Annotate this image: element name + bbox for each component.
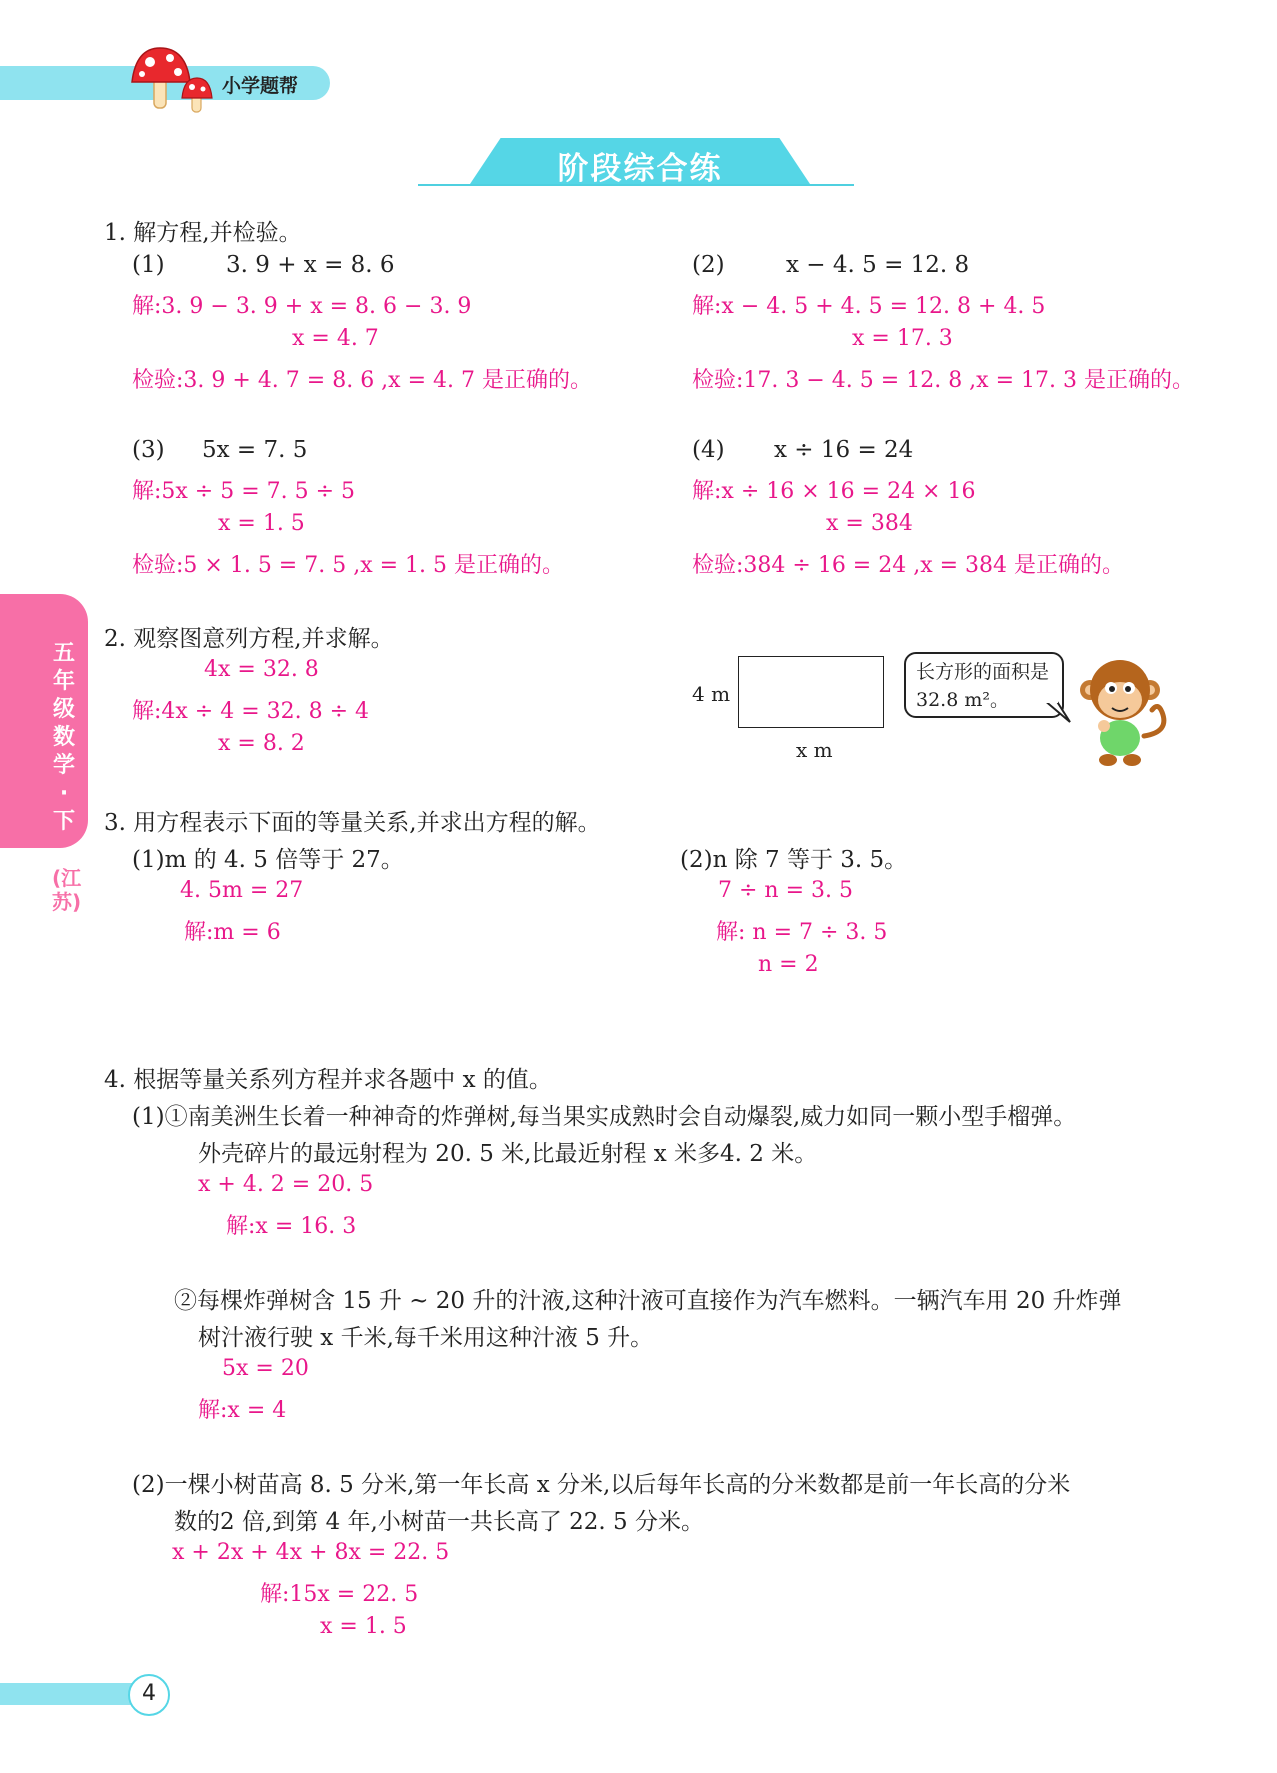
q3-solve: 解: n = 7 ÷ 3. 5 bbox=[716, 920, 888, 945]
q4-text: ②每棵炸弹树含 15 升 ~ 20 升的汁液,这种汁液可直接作为汽车燃料。一辆汽车用 20 升炸弹 bbox=[174, 1288, 1122, 1314]
q4-text: (2)一棵小树苗高 8. 5 分米,第一年长高 x 分米,以后每年长高的分米数都是前一年长高的分米 bbox=[132, 1472, 1071, 1498]
mushroom-icon bbox=[128, 44, 228, 116]
side-tab-grade: 五年级数学·下 bbox=[52, 641, 75, 834]
q1-check: 检验:3. 9 + 4. 7 = 8. 6 ,x = 4. 7 是正确的。 bbox=[132, 368, 592, 393]
q1-check: 检验:384 ÷ 16 = 24 ,x = 384 是正确的。 bbox=[692, 553, 1125, 578]
q4-text: (1)①南美洲生长着一种神奇的炸弹树,每当果实成熟时会自动爆裂,威力如同一颗小型手榴弹。 bbox=[132, 1104, 1077, 1130]
q3-equation: 4. 5m = 27 bbox=[180, 878, 304, 903]
q1-part-label: (4) bbox=[692, 437, 725, 463]
q4-text: 数的2 倍,到第 4 年,小树苗一共长高了 22. 5 分米。 bbox=[174, 1509, 704, 1535]
q3-prompt: (1)m 的 4. 5 倍等于 27。 bbox=[132, 847, 404, 873]
q4-equation: x + 4. 2 = 20. 5 bbox=[198, 1172, 374, 1197]
q1-equation: 3. 9 + x = 8. 6 bbox=[226, 252, 395, 278]
q3-solve: 解:m = 6 bbox=[184, 920, 281, 945]
q4-equation: x + 2x + 4x + 8x = 22. 5 bbox=[172, 1540, 450, 1565]
q1-solve: 解:5x ÷ 5 = 7. 5 ÷ 5 bbox=[132, 479, 356, 504]
q1-result: x = 1. 5 bbox=[218, 511, 305, 536]
section-title: 阶段综合练 bbox=[557, 151, 723, 187]
q1-solve: 解:3. 9 − 3. 9 + x = 8. 6 − 3. 9 bbox=[132, 294, 472, 319]
q1-check: 检验:17. 3 − 4. 5 = 12. 8 ,x = 17. 3 是正确的。 bbox=[692, 368, 1194, 393]
q1-part-label: (1) bbox=[132, 252, 165, 278]
q1-part-label: (2) bbox=[692, 252, 725, 278]
q4-text: 外壳碎片的最远射程为 20. 5 米,比最近射程 x 米多4. 2 米。 bbox=[198, 1141, 818, 1167]
rectangle-figure bbox=[738, 656, 884, 728]
q3-equation: 7 ÷ n = 3. 5 bbox=[718, 878, 853, 903]
q1-result: x = 17. 3 bbox=[852, 326, 953, 351]
rectangle-width-label: x m bbox=[796, 738, 833, 762]
q2-equation: 4x = 32. 8 bbox=[204, 657, 319, 682]
rectangle-height-label: 4 m bbox=[692, 682, 731, 706]
q3-result: n = 2 bbox=[758, 952, 819, 977]
q4-result: x = 1. 5 bbox=[320, 1614, 407, 1639]
q4-text: 树汁液行驶 x 千米,每千米用这种汁液 5 升。 bbox=[198, 1325, 654, 1351]
monkey-icon bbox=[1078, 652, 1168, 772]
q4-solve: 解:x = 16. 3 bbox=[226, 1214, 357, 1239]
q3-title: 3. 用方程表示下面的等量关系,并求出方程的解。 bbox=[104, 810, 601, 836]
q2-title: 2. 观察图意列方程,并求解。 bbox=[104, 626, 394, 652]
speech-bubble-text: 长方形的面积是 32.8 m²。 bbox=[916, 661, 1050, 711]
q1-result: x = 384 bbox=[826, 511, 913, 536]
q1-result: x = 4. 7 bbox=[292, 326, 379, 351]
q1-check: 检验:5 × 1. 5 = 7. 5 ,x = 1. 5 是正确的。 bbox=[132, 553, 564, 578]
q2-solve: 解:4x ÷ 4 = 32. 8 ÷ 4 bbox=[132, 699, 370, 724]
q1-part-label: (3) bbox=[132, 437, 165, 463]
page-number: 4 bbox=[142, 1681, 156, 1706]
footer-band bbox=[0, 1683, 132, 1705]
q3-prompt: (2)n 除 7 等于 3. 5。 bbox=[680, 847, 908, 873]
q4-solve: 解:x = 4 bbox=[198, 1398, 287, 1423]
q1-equation: x − 4. 5 = 12. 8 bbox=[786, 252, 970, 278]
brand-label: 小学题帮 bbox=[222, 75, 299, 97]
q1-title: 1. 解方程,并检验。 bbox=[104, 220, 302, 246]
q1-solve: 解:x ÷ 16 × 16 = 24 × 16 bbox=[692, 479, 976, 504]
side-tab-region: (江苏) bbox=[52, 866, 82, 914]
q4-equation: 5x = 20 bbox=[222, 1356, 309, 1381]
q4-solve: 解:15x = 22. 5 bbox=[260, 1582, 419, 1607]
q1-equation: x ÷ 16 = 24 bbox=[774, 437, 914, 463]
q1-equation: 5x = 7. 5 bbox=[202, 437, 308, 463]
q2-result: x = 8. 2 bbox=[218, 731, 305, 756]
q4-title: 4. 根据等量关系列方程并求各题中 x 的值。 bbox=[104, 1067, 552, 1093]
q1-solve: 解:x − 4. 5 + 4. 5 = 12. 8 + 4. 5 bbox=[692, 294, 1046, 319]
